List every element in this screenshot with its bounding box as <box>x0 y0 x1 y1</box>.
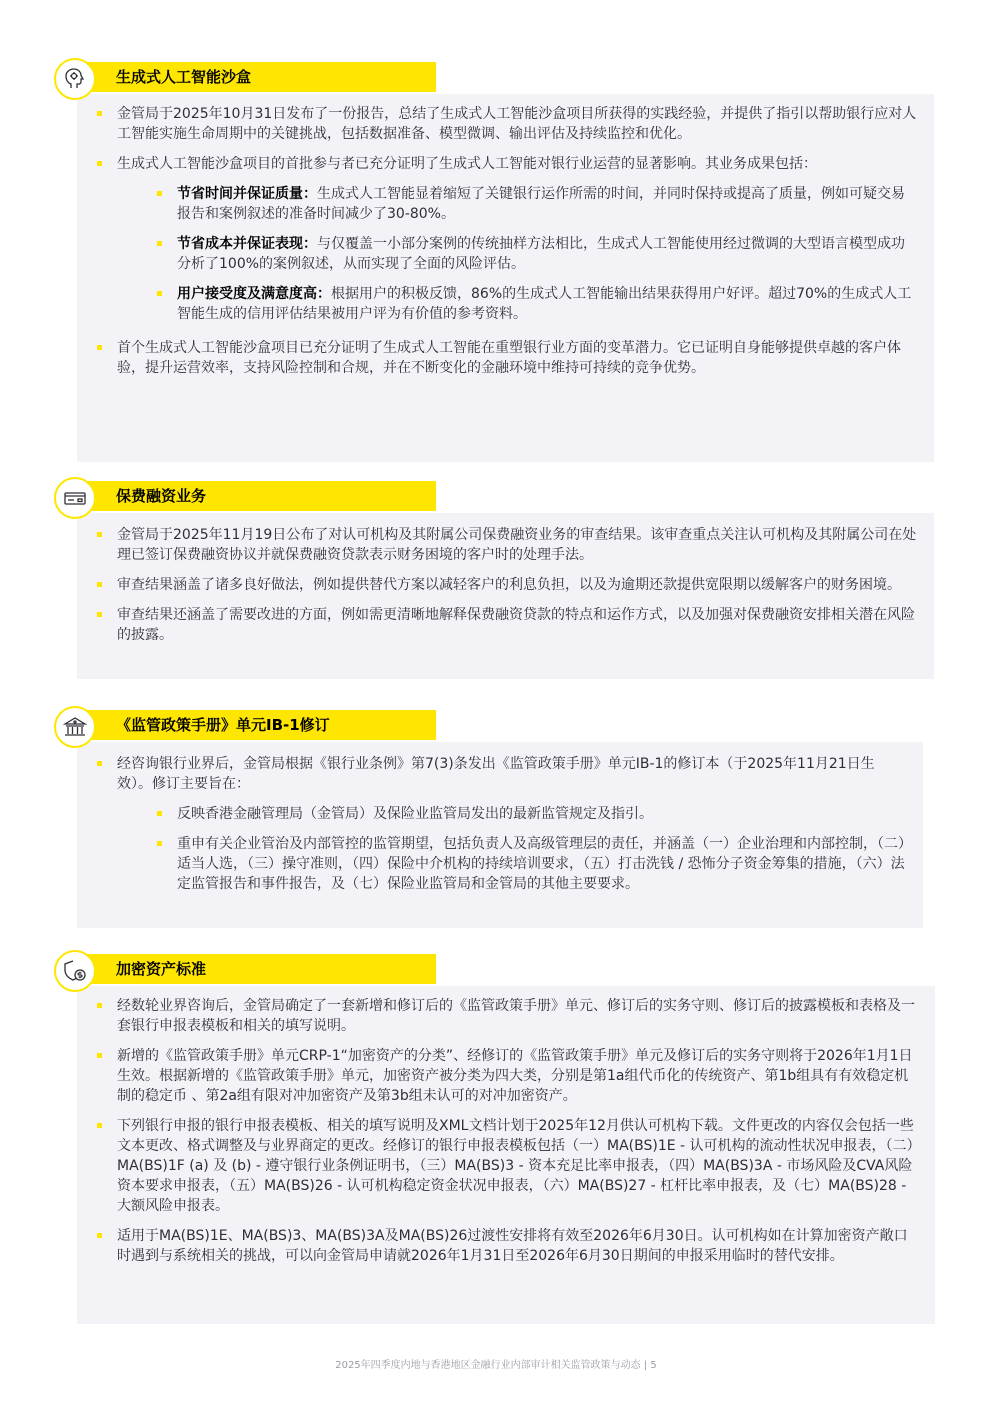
bullet-item <box>97 1226 919 1266</box>
section-body-premium-financing <box>77 513 934 679</box>
ai-head-icon <box>54 58 96 100</box>
sub-bullet-label: 节省时间并保证质量： <box>177 186 317 202</box>
bullet-item <box>97 104 918 144</box>
bullet-text: 经数轮业界咨询后，金管局确定了一套新增和修订后的《监管政策手册》单元、修订后的实务守则、修订后的披露模板和表格及一套银行申报表模板和相关的填写说明。 <box>117 998 915 1034</box>
sub-bullet-text: 反映香港金融管理局（金管局）及保险业监管局发出的最新监管规定及指引。 <box>177 806 653 822</box>
section-title: 生成式人工智能沙盒 <box>74 62 436 92</box>
section-body-crypto-standards <box>77 986 935 1324</box>
bullet-item <box>97 754 907 894</box>
bank-building-icon <box>54 706 96 748</box>
sub-bullet-item <box>157 834 907 894</box>
sub-bullet-text: 与仅覆盖一小部分案例的传统抽样方法相比，生成式人工智能使用经过微调的大型语言模型成功分析了100%的案例叙述，从而实现了全面的风险评估。 <box>177 236 905 272</box>
bullet-text: 经咨询银行业界后，金管局根据《银行业条例》第7(3)条发出《监管政策手册》单元IB-1的修订本（于2025年11月21日生效）。修订主要旨在： <box>117 756 875 792</box>
section-title: 加密资产标准 <box>74 954 436 984</box>
credit-card-icon <box>54 477 96 519</box>
section-body-genai-sandbox <box>77 94 934 462</box>
page-footer: 2025年四季度内地与香港地区金融行业内部审计相关监管政策与动态 | 5 <box>335 1360 657 1371</box>
bullet-text: 生成式人工智能沙盒项目的首批参与者已充分证明了生成式人工智能对银行业运营的显著影响。其业务成果包括： <box>117 156 817 172</box>
bullet-text: 审查结果还涵盖了需要改进的方面，例如需更清晰地解释保费融资贷款的特点和运作方式，以及加强对保费融资安排相关潜在风险的披露。 <box>117 607 915 643</box>
bullet-text: 金管局于2025年11月19日公布了对认可机构及其附属公司保费融资业务的审查结果。该审查重点关注认可机构及其附属公司在处理已签订保费融资协议并就保费融资贷款表示财务困境的客户时的处理手法。 <box>117 527 917 563</box>
section-title: 《监管政策手册》单元IB-1修订 <box>74 710 436 740</box>
sub-bullet-label: 用户接受度及满意度高： <box>177 286 331 302</box>
bullet-item <box>97 154 918 324</box>
bullet-item <box>97 575 918 595</box>
section-body-spm-ib1 <box>77 742 923 928</box>
sub-bullet-item <box>157 804 907 824</box>
bullet-text: 首个生成式人工智能沙盒项目已充分证明了生成式人工智能在重塑银行业方面的变革潜力。它已证明自身能够提供卓越的客户体验，提升运营效率，支持风险控制和合规，并在不断变化的金融环境中维持可持续的竞争优势。 <box>117 340 901 376</box>
sub-bullet-item <box>157 234 918 274</box>
bullet-item <box>97 338 918 378</box>
sub-bullet-text: 生成式人工智能显着缩短了关键银行运作所需的时间，并同时保持或提高了质量，例如可疑交易报告和案例叙述的准备时间减少了30-80%。 <box>177 186 905 222</box>
bullet-item <box>97 525 918 565</box>
bullet-item <box>97 1046 919 1106</box>
bullet-item <box>97 996 919 1036</box>
bullet-text: 金管局于2025年10月31日发布了一份报告，总结了生成式人工智能沙盒项目所获得的实践经验，并提供了指引以帮助银行应对人工智能实施生命周期中的关键挑战，包括数据准备、模型微调、输出评估及持续监控和优化。 <box>117 106 917 142</box>
sub-bullet-text: 重申有关企业管治及内部管控的监管期望，包括负责人及高级管理层的责任，并涵盖（一）企业治理和内部控制，（二）适当人选，（三）操守准则，（四）保险中介机构的持续培训要求，（五）打击洗钱 / 恐怖分子资金筹集的措施，（六）法定监管报告和事件报告，及（七）保险业监管局和金管局的其他主要要求。 <box>177 836 905 892</box>
shield-coin-icon <box>54 950 96 992</box>
sub-bullet-label: 节省成本并保证表现： <box>177 236 317 252</box>
sub-bullet-item <box>157 184 918 224</box>
sub-bullet-item <box>157 284 918 324</box>
bullet-text: 下列银行申报的银行申报表模板、相关的填写说明及XML文档计划于2025年12月供认可机构下载。文件更改的内容仅会包括一些文本更改、格式调整及与业界商定的更改。经修订的银行申报表模板包括（一）MA(BS)1E - 认可机构的流动性状况申报表，（二）MA(BS)1F (a) 及 (b) - 遵守银行业条例证明书，（三）MA(BS)3 - 资本充足比率申报表，（四）MA(BS)3A - 市场风险及CVA风险资本要求申报表，（五）MA(BS)26 - 认可机构稳定资金状况申报表，（六）MA(BS)27 - 杠杆比率申报表，及（七）MA(BS)28 - 大额风险申报表。 <box>117 1118 914 1214</box>
bullet-text: 审查结果涵盖了诸多良好做法，例如提供替代方案以减轻客户的利息负担，以及为逾期还款提供宽限期以缓解客户的财务困境。 <box>117 577 901 593</box>
sub-bullet-text: 根据用户的积极反馈，86%的生成式人工智能输出结果获得用户好评。超过70%的生成式人工智能生成的信用评估结果被用户评为有价值的参考资料。 <box>177 286 912 322</box>
section-title: 保费融资业务 <box>74 481 436 511</box>
bullet-item <box>97 1116 919 1216</box>
bullet-text: 新增的《监管政策手册》单元CRP-1“加密资产的分类”、经修订的《监管政策手册》单元及修订后的实务守则将于2026年1月1日生效。根据新增的《监管政策手册》单元，加密资产被分类为四大类，分别是第1a组代币化的传统资产、第1b组具有有效稳定机制的稳定币 、第2a组有限对冲加密资产及第3b组未认可的对冲加密资产。 <box>117 1048 913 1104</box>
bullet-item <box>97 605 918 645</box>
bullet-text: 适用于MA(BS)1E、MA(BS)3、MA(BS)3A及MA(BS)26过渡性安排将有效至2026年6月30日。认可机构如在计算加密资产敞口时遇到与系统相关的挑战，可以向金管局申请就2026年1月31日至2026年6月30日期间的申报采用临时的替代安排。 <box>117 1228 908 1264</box>
